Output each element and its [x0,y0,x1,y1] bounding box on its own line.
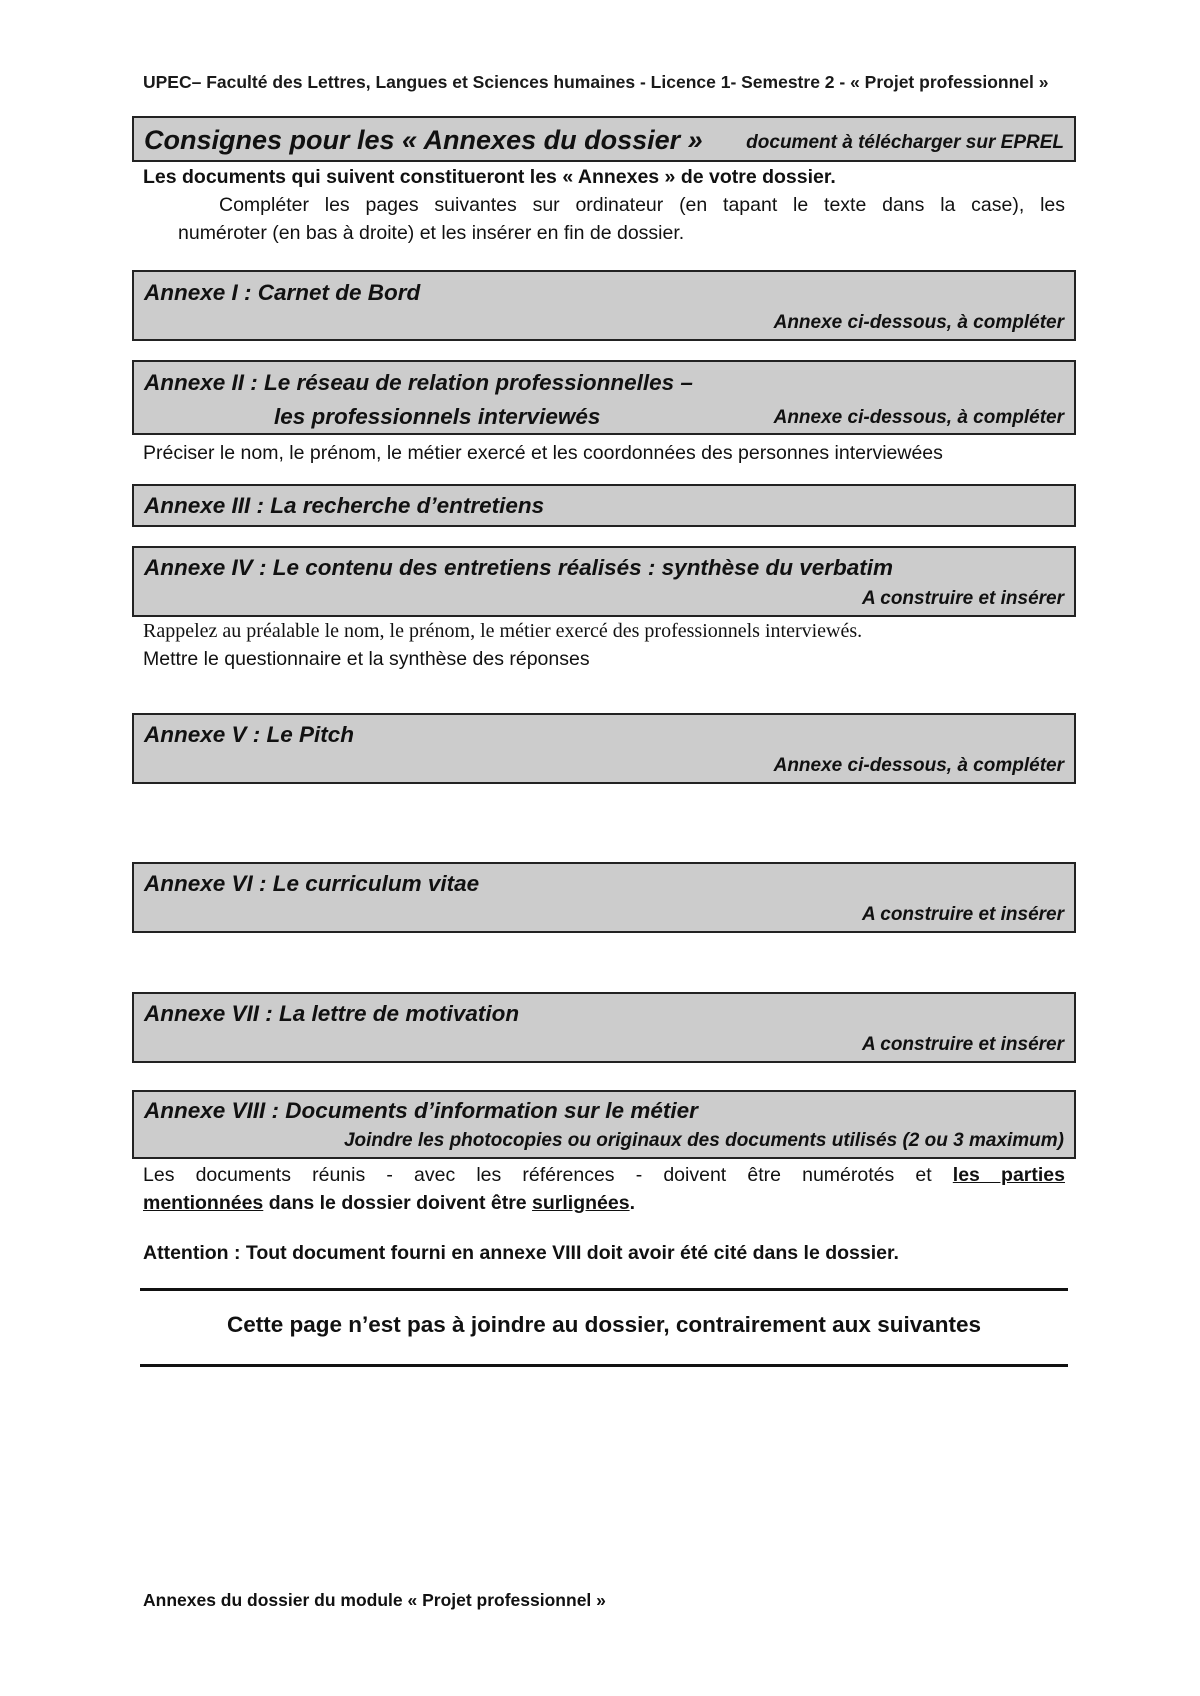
annexe-2-note: Préciser le nom, le prénom, le métier exercé et les coordonnées des personnes interviewées [143,442,943,464]
intro-line-2: numéroter (en bas à droite) et les insérer en fin de dossier. [178,222,685,244]
annexe-3-box [132,484,1076,527]
annexe-2-sub: Annexe ci-dessous, à compléter [773,407,1064,428]
annexe-4-note-2: Mettre le questionnaire et la synthèse des réponses [143,648,590,670]
annexe-5-title: Annexe V : Le Pitch [144,722,355,747]
annexe-7-title: Annexe VII : La lettre de motivation [144,1001,520,1026]
annexe-5-sub: Annexe ci-dessous, à compléter [773,755,1064,776]
annexe-1-sub: Annexe ci-dessous, à compléter [773,312,1064,333]
intro-bold-line: Les documents qui suivent constitueront les « Annexes » de votre dossier. [143,166,836,188]
annexe-1-box [132,270,1076,341]
annexe-8-note-part-d: dans le dossier doivent être [268,1192,527,1214]
page-header: UPEC– Faculté des Lettres, Langues et Sciences humaines - Licence 1- Semestre 2 - « Projet professionnel » [143,72,1049,92]
annexe-6-title: Annexe VI : Le curriculum vitae [144,871,480,896]
annexe-8-box [132,1090,1076,1159]
annexe-7-sub: A construire et insérer [861,1034,1064,1055]
annexe-8-note-part-e: surlignées [532,1192,630,1214]
annexe-4-sub: A construire et insérer [861,588,1064,609]
annexe-4-box [132,546,1076,617]
consignes-title: Consignes pour les « Annexes du dossier » [144,125,703,155]
annexe-3-title: Annexe III : La recherche d’entretiens [144,493,545,518]
consignes-box [132,116,1076,162]
annexe-8-title: Annexe VIII : Documents d’information sur le métier [144,1098,698,1123]
page-footer: Annexes du dossier du module « Projet professionnel » [143,1590,606,1610]
annexe-8-note-line-1 [143,1164,1065,1187]
annexe-8-note-part-c: mentionnées [143,1192,264,1214]
consignes-note: document à télécharger sur EPREL [746,132,1064,153]
intro-line-1: Compléter les pages suivantes sur ordinateur (en tapant le texte dans la case), les [219,194,1065,216]
annexe-8-sub: Joindre les photocopies ou originaux des documents utilisés (2 ou 3 maximum) [343,1130,1064,1151]
annexe-8-note-line-2 [143,1192,635,1215]
divider-bottom [140,1364,1068,1367]
divider-top [140,1288,1068,1291]
annexe-4-title: Annexe IV : Le contenu des entretiens réalisés : synthèse du verbatim [144,555,893,580]
closing-statement: Cette page n’est pas à joindre au dossier, contrairement aux suivantes [226,1312,981,1337]
annexe-7-box [132,992,1076,1063]
annexe-1-title: Annexe I : Carnet de Bord [144,280,421,305]
annexe-5-box [132,713,1076,784]
annexe-8-note-part-a: Les documents réunis - avec les références - doivent être numérotés et [143,1164,932,1186]
annexe-6-box [132,862,1076,933]
annexe-4-note-1: Rappelez au préalable le nom, le prénom, le métier exercé des professionnels interviewés. [143,620,863,642]
annexe-8-note-part-b: les parties [952,1164,1065,1186]
annexe-2-title-line-1: Annexe II : Le réseau de relation professionnelles – [144,370,693,395]
annexe-8-note-part-f: . [629,1192,636,1214]
annexe-6-sub: A construire et insérer [861,904,1064,925]
annexe-2-box [132,360,1076,435]
annexe-2-title-line-2: les professionnels interviewés [274,404,601,429]
attention-note: Attention : Tout document fourni en annexe VIII doit avoir été cité dans le dossier. [143,1242,899,1264]
